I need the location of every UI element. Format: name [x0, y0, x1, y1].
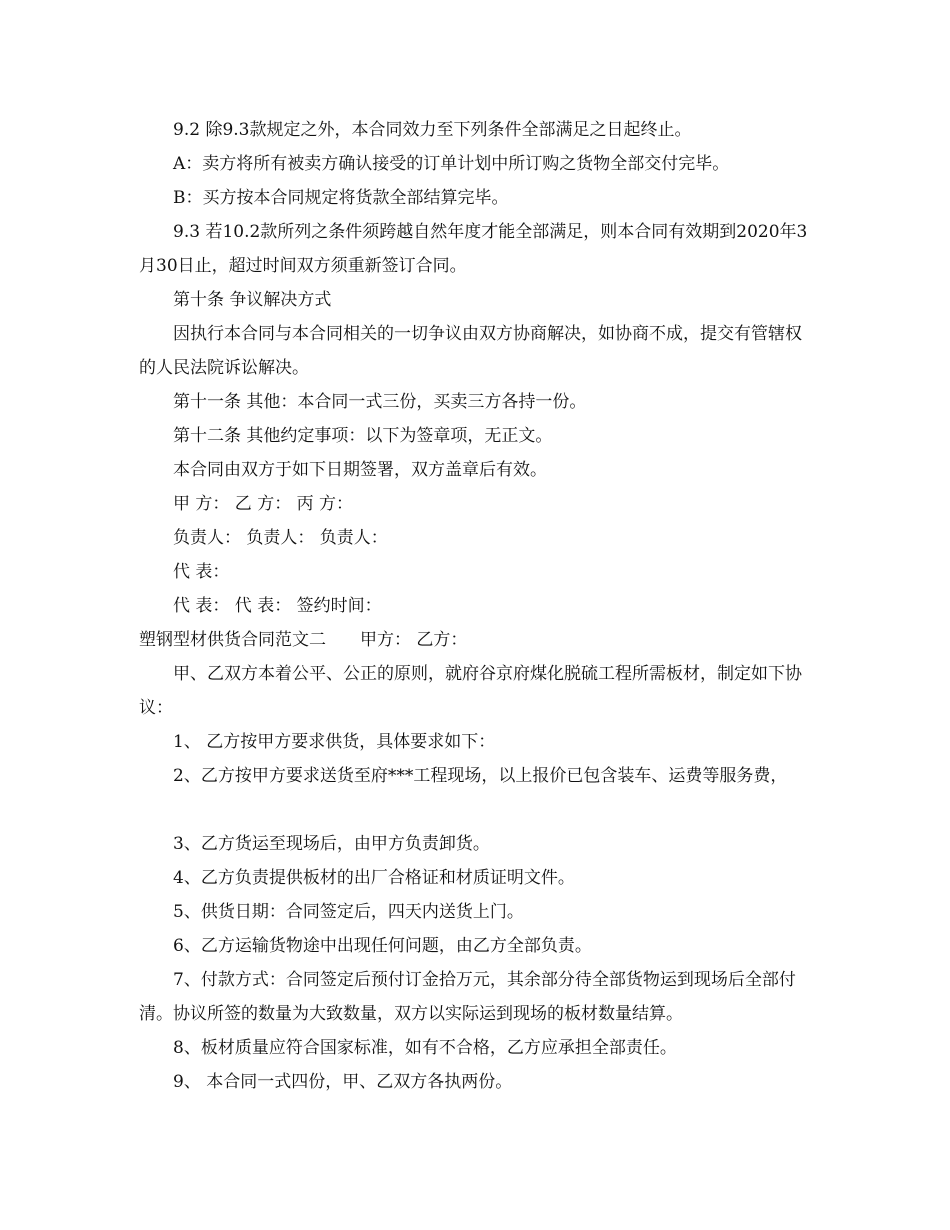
paragraph-clause-b: B：买方按本合同规定将货款全部结算完毕。: [173, 188, 509, 208]
signature-responsible: 负责人： 负责人： 负责人：: [173, 528, 388, 548]
signature-representative: 代 表：: [173, 562, 230, 582]
item-5: 5、供货日期：合同签定后，四天内送货上门。: [173, 902, 524, 922]
paragraph-agreement-intro: 甲、乙双方本着公平、公正的原则，就府谷京府煤化脱硫工程所需板材，制定如下协议：: [139, 664, 802, 718]
paragraph-clause-a: A：卖方将所有被卖方确认接受的订单计划中所订购之货物全部交付完毕。: [173, 154, 730, 174]
item-1: 1、 乙方按甲方要求供货，具体要求如下：: [173, 732, 496, 752]
heading-article-10: 第十条 争议解决方式: [173, 290, 332, 310]
paragraph-9-3: 9.3 若10.2款所列之条件须跨越自然年度才能全部满足，则本合同有效期到2020年3月30日止，超过时间双方须重新签订合同。: [139, 222, 808, 276]
item-9: 9、 本合同一式四份，甲、乙双方各执两份。: [173, 1072, 513, 1092]
heading-contract-two: 塑钢型材供货合同范文二 甲方： 乙方：: [139, 630, 468, 650]
item-4: 4、乙方负责提供板材的出厂合格证和材质证明文件。: [173, 868, 575, 888]
item-8: 8、板材质量应符合国家标准，如有不合格，乙方应承担全部责任。: [173, 1038, 677, 1058]
item-3: 3、乙方货运至现场后，由甲方负责卸货。: [173, 834, 490, 854]
item-2: 2、乙方按甲方要求送货至府***工程现场，以上报价已包含装车、运费等服务费，: [173, 766, 788, 786]
paragraph-9-2: 9.2 除9.3款规定之外，本合同效力至下列条件全部满足之日起终止。: [173, 120, 692, 140]
paragraph-dispute: 因执行本合同与本合同相关的一切争议由双方协商解决，如协商不成，提交有管辖权的人民法院诉讼解决。: [139, 324, 802, 378]
signature-parties: 甲 方： 乙 方： 丙 方：: [173, 494, 354, 514]
paragraph-article-11: 第十一条 其他：本合同一式三份，买卖三方各持一份。: [173, 392, 587, 412]
paragraph-article-12: 第十二条 其他约定事项：以下为签章项，无正文。: [173, 426, 553, 446]
paragraph-signing: 本合同由双方于如下日期签署，双方盖章后有效。: [173, 460, 547, 480]
signature-representatives-date: 代 表： 代 表： 签约时间：: [173, 596, 382, 616]
item-6: 6、乙方运输货物途中出现任何问题，由乙方全部负责。: [173, 936, 592, 956]
item-7: 7、付款方式：合同签定后预付订金拾万元，其余部分待全部货物运到现场后全部付清。协议所签的数量为大致数量，双方以实际运到现场的板材数量结算。: [139, 970, 796, 1024]
